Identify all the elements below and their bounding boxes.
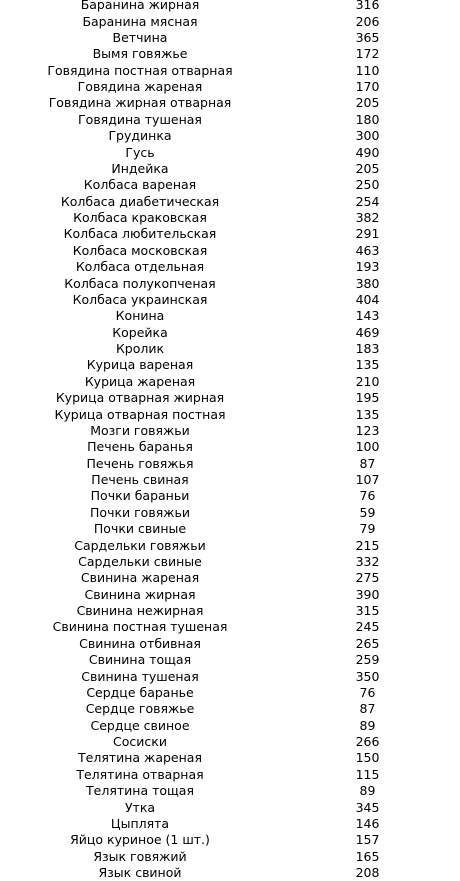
calorie-value-cell: 183 xyxy=(355,341,380,357)
product-name-cell: Свинина отбивная xyxy=(79,635,201,651)
table-row xyxy=(2,63,457,79)
table-row xyxy=(2,46,457,62)
product-name-cell: Конина xyxy=(115,308,165,324)
product-name-cell: Почки бараньи xyxy=(90,488,190,504)
table-row xyxy=(2,849,457,865)
product-name-cell: Телятина жареная xyxy=(78,750,202,766)
table-row xyxy=(2,325,457,341)
product-name-cell: Баранина жирная xyxy=(80,0,200,13)
product-name-cell: Язык говяжий xyxy=(93,848,187,864)
calorie-value-cell: 107 xyxy=(355,472,380,488)
product-name-cell: Колбаса московская xyxy=(72,242,208,258)
calorie-value-cell: 165 xyxy=(355,848,380,864)
table-row xyxy=(2,685,457,701)
product-name-cell: Почки свиные xyxy=(93,521,187,537)
table-row xyxy=(2,226,457,242)
product-name-cell: Говядина жирная отварная xyxy=(48,95,232,111)
product-name-cell: Свинина тощая xyxy=(88,652,192,668)
product-name-cell: Говядина жареная xyxy=(77,79,203,95)
calorie-value-cell: 115 xyxy=(355,766,380,782)
calorie-value-cell: 143 xyxy=(355,308,380,324)
table-row xyxy=(2,587,457,603)
product-name-cell: Язык свиной xyxy=(98,865,182,881)
calorie-value-cell: 87 xyxy=(359,701,376,717)
product-name-cell: Мозги говяжьи xyxy=(90,422,190,438)
product-name-cell: Говядина постная отварная xyxy=(47,62,233,78)
product-name-cell: Печень баранья xyxy=(87,439,193,455)
product-name-cell: Колбаса отдельная xyxy=(75,259,205,275)
product-name-cell: Курица отварная постная xyxy=(54,406,226,422)
product-name-cell: Кролик xyxy=(115,341,165,357)
table-row xyxy=(2,750,457,766)
calorie-value-cell: 79 xyxy=(359,521,376,537)
product-name-cell: Курица жареная xyxy=(84,373,196,389)
table-row xyxy=(2,30,457,46)
calorie-value-cell: 463 xyxy=(355,242,380,258)
table-row xyxy=(2,783,457,799)
calorie-value-cell: 254 xyxy=(355,193,380,209)
table-row xyxy=(2,374,457,390)
calorie-table xyxy=(2,0,457,881)
product-name-cell: Яйцо куриное (1 шт.) xyxy=(70,832,210,848)
table-row xyxy=(2,259,457,275)
table-row xyxy=(2,554,457,570)
table-row xyxy=(2,13,457,29)
calorie-value-cell: 170 xyxy=(355,79,380,95)
calorie-value-cell: 245 xyxy=(355,619,380,635)
calorie-value-cell: 110 xyxy=(355,62,380,78)
table-row xyxy=(2,472,457,488)
product-name-cell: Сердце свиное xyxy=(90,717,190,733)
product-name-cell: Свинина нежирная xyxy=(76,603,204,619)
product-name-cell: Колбаса краковская xyxy=(73,210,207,226)
calorie-value-cell: 365 xyxy=(355,29,380,45)
table-row xyxy=(2,177,457,193)
calorie-value-cell: 345 xyxy=(355,799,380,815)
table-row xyxy=(2,194,457,210)
calorie-table-body xyxy=(2,0,457,881)
calorie-value-cell: 332 xyxy=(355,553,380,569)
calorie-value-cell: 135 xyxy=(355,406,380,422)
calorie-value-cell: 76 xyxy=(359,684,376,700)
table-row xyxy=(2,390,457,406)
product-name-cell: Курица отварная жирная xyxy=(55,390,225,406)
calorie-value-cell: 210 xyxy=(355,373,380,389)
table-row xyxy=(2,619,457,635)
calorie-value-cell: 157 xyxy=(355,832,380,848)
calorie-value-cell: 193 xyxy=(355,259,380,275)
product-name-cell: Сердце баранье xyxy=(86,684,194,700)
product-name-cell: Сосиски xyxy=(113,734,167,750)
calorie-value-cell: 180 xyxy=(355,111,380,127)
table-row xyxy=(2,308,457,324)
table-row xyxy=(2,603,457,619)
product-name-cell: Колбаса вареная xyxy=(83,177,197,193)
calorie-value-cell: 146 xyxy=(355,815,380,831)
table-row xyxy=(2,816,457,832)
product-name-cell: Сардельки свиные xyxy=(78,553,202,569)
table-row xyxy=(2,767,457,783)
table-row xyxy=(2,488,457,504)
calorie-value-cell: 150 xyxy=(355,750,380,766)
table-row xyxy=(2,505,457,521)
table-row xyxy=(2,275,457,291)
table-row xyxy=(2,456,457,472)
product-name-cell: Грудинка xyxy=(108,128,172,144)
table-row xyxy=(2,570,457,586)
product-name-cell: Телятина тощая xyxy=(86,783,194,799)
calorie-value-cell: 404 xyxy=(355,291,380,307)
calorie-value-cell: 316 xyxy=(355,0,380,13)
product-name-cell: Свинина жирная xyxy=(84,586,196,602)
product-name-cell: Индейка xyxy=(111,160,169,176)
calorie-value-cell: 390 xyxy=(355,586,380,602)
calorie-value-cell: 87 xyxy=(359,455,376,471)
calorie-value-cell: 205 xyxy=(355,95,380,111)
table-row xyxy=(2,439,457,455)
product-name-cell: Печень говяжья xyxy=(86,455,194,471)
calorie-value-cell: 259 xyxy=(355,652,380,668)
table-row xyxy=(2,668,457,684)
table-row xyxy=(2,521,457,537)
calorie-value-cell: 76 xyxy=(359,488,376,504)
product-name-cell: Вымя говяжье xyxy=(92,46,188,62)
product-name-cell: Свинина тушеная xyxy=(81,668,199,684)
table-row xyxy=(2,128,457,144)
table-row xyxy=(2,423,457,439)
calorie-value-cell: 275 xyxy=(355,570,380,586)
table-row xyxy=(2,652,457,668)
calorie-value-cell: 100 xyxy=(355,439,380,455)
calorie-value-cell: 205 xyxy=(355,160,380,176)
product-name-cell: Почки говяжьи xyxy=(90,504,190,520)
product-name-cell: Печень свиная xyxy=(91,472,189,488)
calorie-value-cell: 215 xyxy=(355,537,380,553)
calorie-value-cell: 89 xyxy=(359,717,376,733)
product-name-cell: Свинина жареная xyxy=(80,570,200,586)
calorie-value-cell: 300 xyxy=(355,128,380,144)
calorie-value-cell: 206 xyxy=(355,13,380,29)
table-row xyxy=(2,537,457,553)
table-row xyxy=(2,144,457,160)
table-row xyxy=(2,832,457,848)
product-name-cell: Сердце говяжье xyxy=(85,701,195,717)
table-row xyxy=(2,636,457,652)
product-name-cell: Цыплята xyxy=(110,815,170,831)
product-name-cell: Говядина тушеная xyxy=(78,111,202,127)
calorie-value-cell: 315 xyxy=(355,603,380,619)
calorie-value-cell: 208 xyxy=(355,865,380,881)
table-row xyxy=(2,292,457,308)
calorie-value-cell: 250 xyxy=(355,177,380,193)
table-row xyxy=(2,341,457,357)
product-name-cell: Телятина отварная xyxy=(76,766,204,782)
table-row xyxy=(2,161,457,177)
product-name-cell: Свинина постная тушеная xyxy=(52,619,228,635)
table-row xyxy=(2,95,457,111)
calorie-value-cell: 469 xyxy=(355,324,380,340)
calorie-value-cell: 380 xyxy=(355,275,380,291)
product-name-cell: Утка xyxy=(124,799,156,815)
product-name-cell: Колбаса украинская xyxy=(72,291,208,307)
product-name-cell: Колбаса любительская xyxy=(63,226,217,242)
product-name-cell: Колбаса полукопченая xyxy=(64,275,216,291)
product-name-cell: Баранина мясная xyxy=(82,13,198,29)
calorie-value-cell: 291 xyxy=(355,226,380,242)
table-row xyxy=(2,243,457,259)
calorie-value-cell: 89 xyxy=(359,783,376,799)
product-name-cell: Ветчина xyxy=(112,29,168,45)
product-name-cell: Корейка xyxy=(112,324,168,340)
calorie-value-cell: 135 xyxy=(355,357,380,373)
product-name-cell: Сардельки говяжьи xyxy=(74,537,206,553)
table-row xyxy=(2,112,457,128)
table-row xyxy=(2,406,457,422)
calorie-value-cell: 195 xyxy=(355,390,380,406)
product-name-cell: Курица вареная xyxy=(86,357,194,373)
calorie-value-cell: 123 xyxy=(355,422,380,438)
table-row xyxy=(2,701,457,717)
product-name-cell: Колбаса диабетическая xyxy=(60,193,220,209)
table-row xyxy=(2,734,457,750)
calorie-value-cell: 266 xyxy=(355,734,380,750)
product-name-cell: Гусь xyxy=(125,144,155,160)
table-row xyxy=(2,0,457,13)
table-row xyxy=(2,210,457,226)
table-row xyxy=(2,357,457,373)
calorie-value-cell: 382 xyxy=(355,210,380,226)
calorie-value-cell: 350 xyxy=(355,668,380,684)
table-row xyxy=(2,718,457,734)
table-row xyxy=(2,799,457,815)
table-row xyxy=(2,79,457,95)
calorie-value-cell: 265 xyxy=(355,635,380,651)
calorie-value-cell: 59 xyxy=(359,504,376,520)
calorie-value-cell: 490 xyxy=(355,144,380,160)
calorie-value-cell: 172 xyxy=(355,46,380,62)
